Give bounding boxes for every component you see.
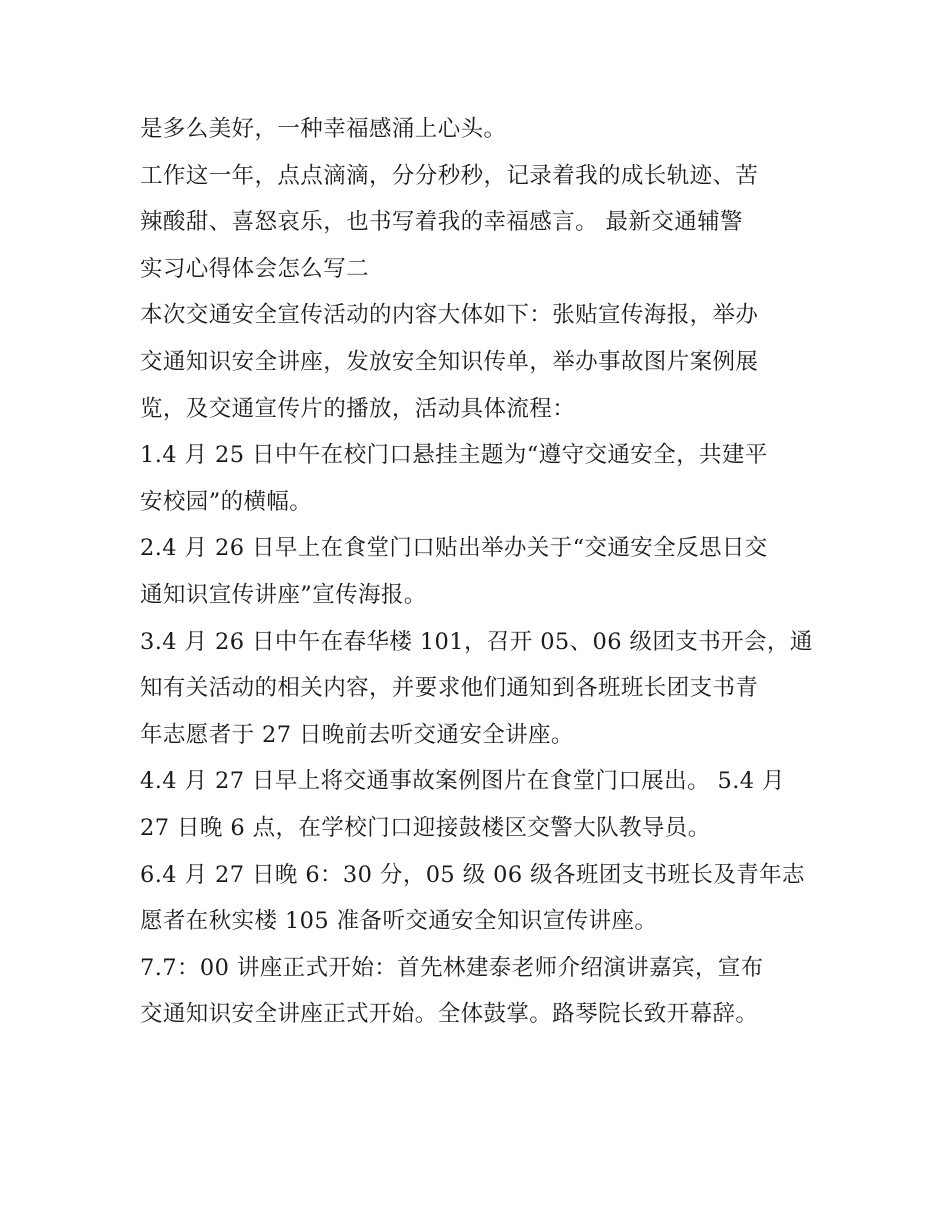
text-line: 实习心得体会怎么写二 xyxy=(140,255,370,282)
text-line: 4.4 月 27 日早上将交通事故案例图片在食堂门口展出。 5.4 月 xyxy=(140,768,785,795)
text-line: 是多么美好，一种幸福感涌上心头。 xyxy=(140,116,507,142)
text-line: 览，及交通宣传片的播放，活动具体流程： xyxy=(140,395,576,422)
text-line: 辣酸甜、喜怒哀乐，也书写着我的幸福感言。 最新交通辅警 xyxy=(140,209,743,236)
text-line: 2.4 月 26 日早上在食堂门口贴出举办关于“交通安全反思日交 xyxy=(140,535,768,562)
text-line: 6.4 月 27 日晚 6：30 分，05 级 06 级各班团支书班长及青年志 xyxy=(140,861,805,888)
text-line: 愿者在秋实楼 105 准备听交通安全知识宣传讲座。 xyxy=(140,908,658,935)
text-line: 年志愿者于 27 日晚前去听交通安全讲座。 xyxy=(140,721,574,748)
text-line: 1.4 月 25 日中午在校门口悬挂主题为“遵守交通安全，共建平 xyxy=(140,442,768,469)
text-line: 知有关活动的相关内容，并要求他们通知到各班班长团支书青 xyxy=(140,675,759,702)
text-line: 27 日晚 6 点，在学校门口迎接鼓楼区交警大队教导员。 xyxy=(140,814,711,841)
text-line: 交通知识安全讲座，发放安全知识传单，举办事故图片案例展 xyxy=(140,348,759,375)
text-line: 3.4 月 26 日中午在春华楼 101，召开 05、06 级团支书开会，通 xyxy=(140,628,813,655)
text-line: 安校园”的横幅。 xyxy=(140,488,313,515)
document-body xyxy=(140,106,830,1038)
text-line: 通知识宣传讲座”宣传海报。 xyxy=(140,581,427,608)
text-line: 交通知识安全讲座正式开始。全体鼓掌。路琴院长致开幕辞。 xyxy=(140,1001,759,1028)
text-line: 本次交通安全宣传活动的内容大体如下：张贴宣传海报，举办 xyxy=(140,302,759,329)
text-line: 工作这一年，点点滴滴，分分秒秒，记录着我的成长轨迹、苦 xyxy=(140,162,759,189)
text-line: 7.7：00 讲座正式开始：首先林建泰老师介绍演讲嘉宾，宣布 xyxy=(140,954,764,981)
